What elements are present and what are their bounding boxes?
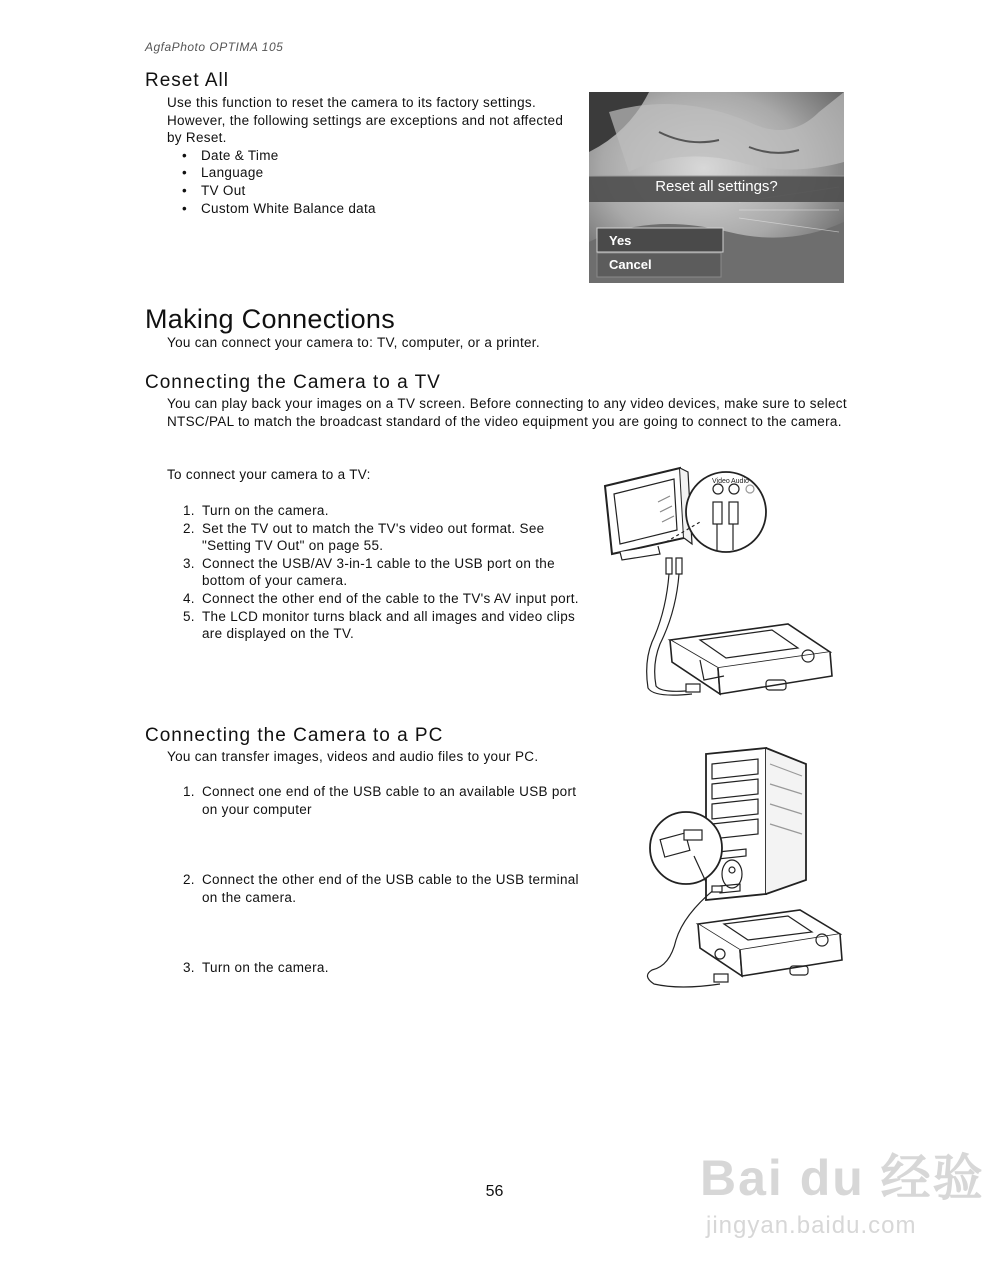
reset-screen-image: [589, 92, 844, 283]
step-number: 1.: [183, 784, 195, 799]
connect-tv-heading: Connecting the Camera to a TV: [145, 372, 441, 393]
connect-pc-steps: [167, 871, 582, 906]
list-item: [167, 959, 582, 977]
making-connections-intro: You can connect your camera to: TV, computer, or a printer.: [167, 335, 540, 350]
step-text: Connect one end of the USB cable to an available USB port on your computer: [202, 784, 577, 817]
list-item: [167, 590, 592, 608]
step-number: 1.: [183, 503, 195, 518]
list-item: [167, 520, 592, 555]
reset-exceptions-list: [167, 147, 582, 217]
pc-connection-figure: [640, 744, 850, 994]
page-number: 56: [485, 1183, 504, 1200]
step-text: Turn on the camera.: [202, 960, 329, 975]
tv-connection-figure: [600, 462, 840, 710]
list-item: [167, 608, 592, 643]
connect-pc-heading: Connecting the Camera to a PC: [145, 725, 444, 746]
step-number: 2.: [183, 520, 195, 536]
cancel-option[interactable]: Cancel: [609, 257, 652, 272]
connect-pc-steps: [167, 783, 582, 818]
tv-camera-illustration: [600, 462, 840, 710]
step-text: Connect the USB/AV 3-in-1 cable to the USB port on the bottom of your camera.: [202, 555, 555, 589]
step-text: The LCD monitor turns black and all images and video clips are displayed on the TV.: [202, 608, 576, 642]
list-item: • TV Out: [167, 182, 582, 200]
list-item: [167, 502, 592, 520]
list-item: • Custom White Balance data: [167, 200, 582, 218]
step-text: Connect the other end of the USB cable to the USB terminal on the camera.: [202, 872, 579, 905]
reset-all-paragraph: Use this function to reset the camera to its factory settings. However, the following settings are exceptions and not affected by Reset.: [167, 95, 564, 146]
list-item: [167, 783, 582, 818]
connect-pc-steps: [167, 959, 582, 977]
step-text: Set the TV out to match the TV's video out format. See "Setting TV Out" on page 55.: [202, 520, 545, 554]
step-text: Connect the other end of the cable to the TV's AV input port.: [202, 590, 579, 606]
video-port-label: Video: [712, 478, 730, 485]
list-item: • Date & Time: [167, 147, 582, 165]
making-connections-heading: Making Connections: [145, 304, 396, 334]
connect-pc-paragraph: You can transfer images, videos and audio files to your PC.: [167, 749, 539, 764]
watermark-url: jingyan.baidu.com: [706, 1212, 917, 1239]
step-number: 3.: [183, 555, 195, 571]
list-item: • Language: [167, 164, 582, 182]
pc-camera-illustration: [640, 744, 850, 994]
step-number: 4.: [183, 590, 195, 606]
list-item: [167, 871, 582, 906]
connect-tv-steps: [167, 502, 592, 643]
connect-tv-lead: To connect your camera to a TV:: [167, 467, 371, 482]
baidu-watermark-logo: Bai du 经验: [700, 1150, 985, 1206]
step-number: 3.: [183, 960, 195, 975]
reset-prompt: Reset all settings?: [655, 178, 778, 195]
step-number: 2.: [183, 872, 195, 887]
list-item: [167, 555, 592, 590]
reset-all-heading: Reset All: [145, 70, 229, 91]
step-text: Turn on the camera.: [202, 503, 329, 518]
connect-tv-paragraph: You can play back your images on a TV screen. Before connecting to any video devices, make sure to select NTSC/PAL to match the broadcast standard of the video equipment you are going to connect to the camera.: [167, 396, 847, 429]
running-header: AgfaPhoto OPTIMA 105: [145, 40, 284, 54]
reset-all-description: [167, 94, 582, 217]
audio-port-label: Audio: [731, 478, 749, 485]
step-number: 5.: [183, 608, 195, 624]
yes-option[interactable]: Yes: [609, 233, 632, 248]
